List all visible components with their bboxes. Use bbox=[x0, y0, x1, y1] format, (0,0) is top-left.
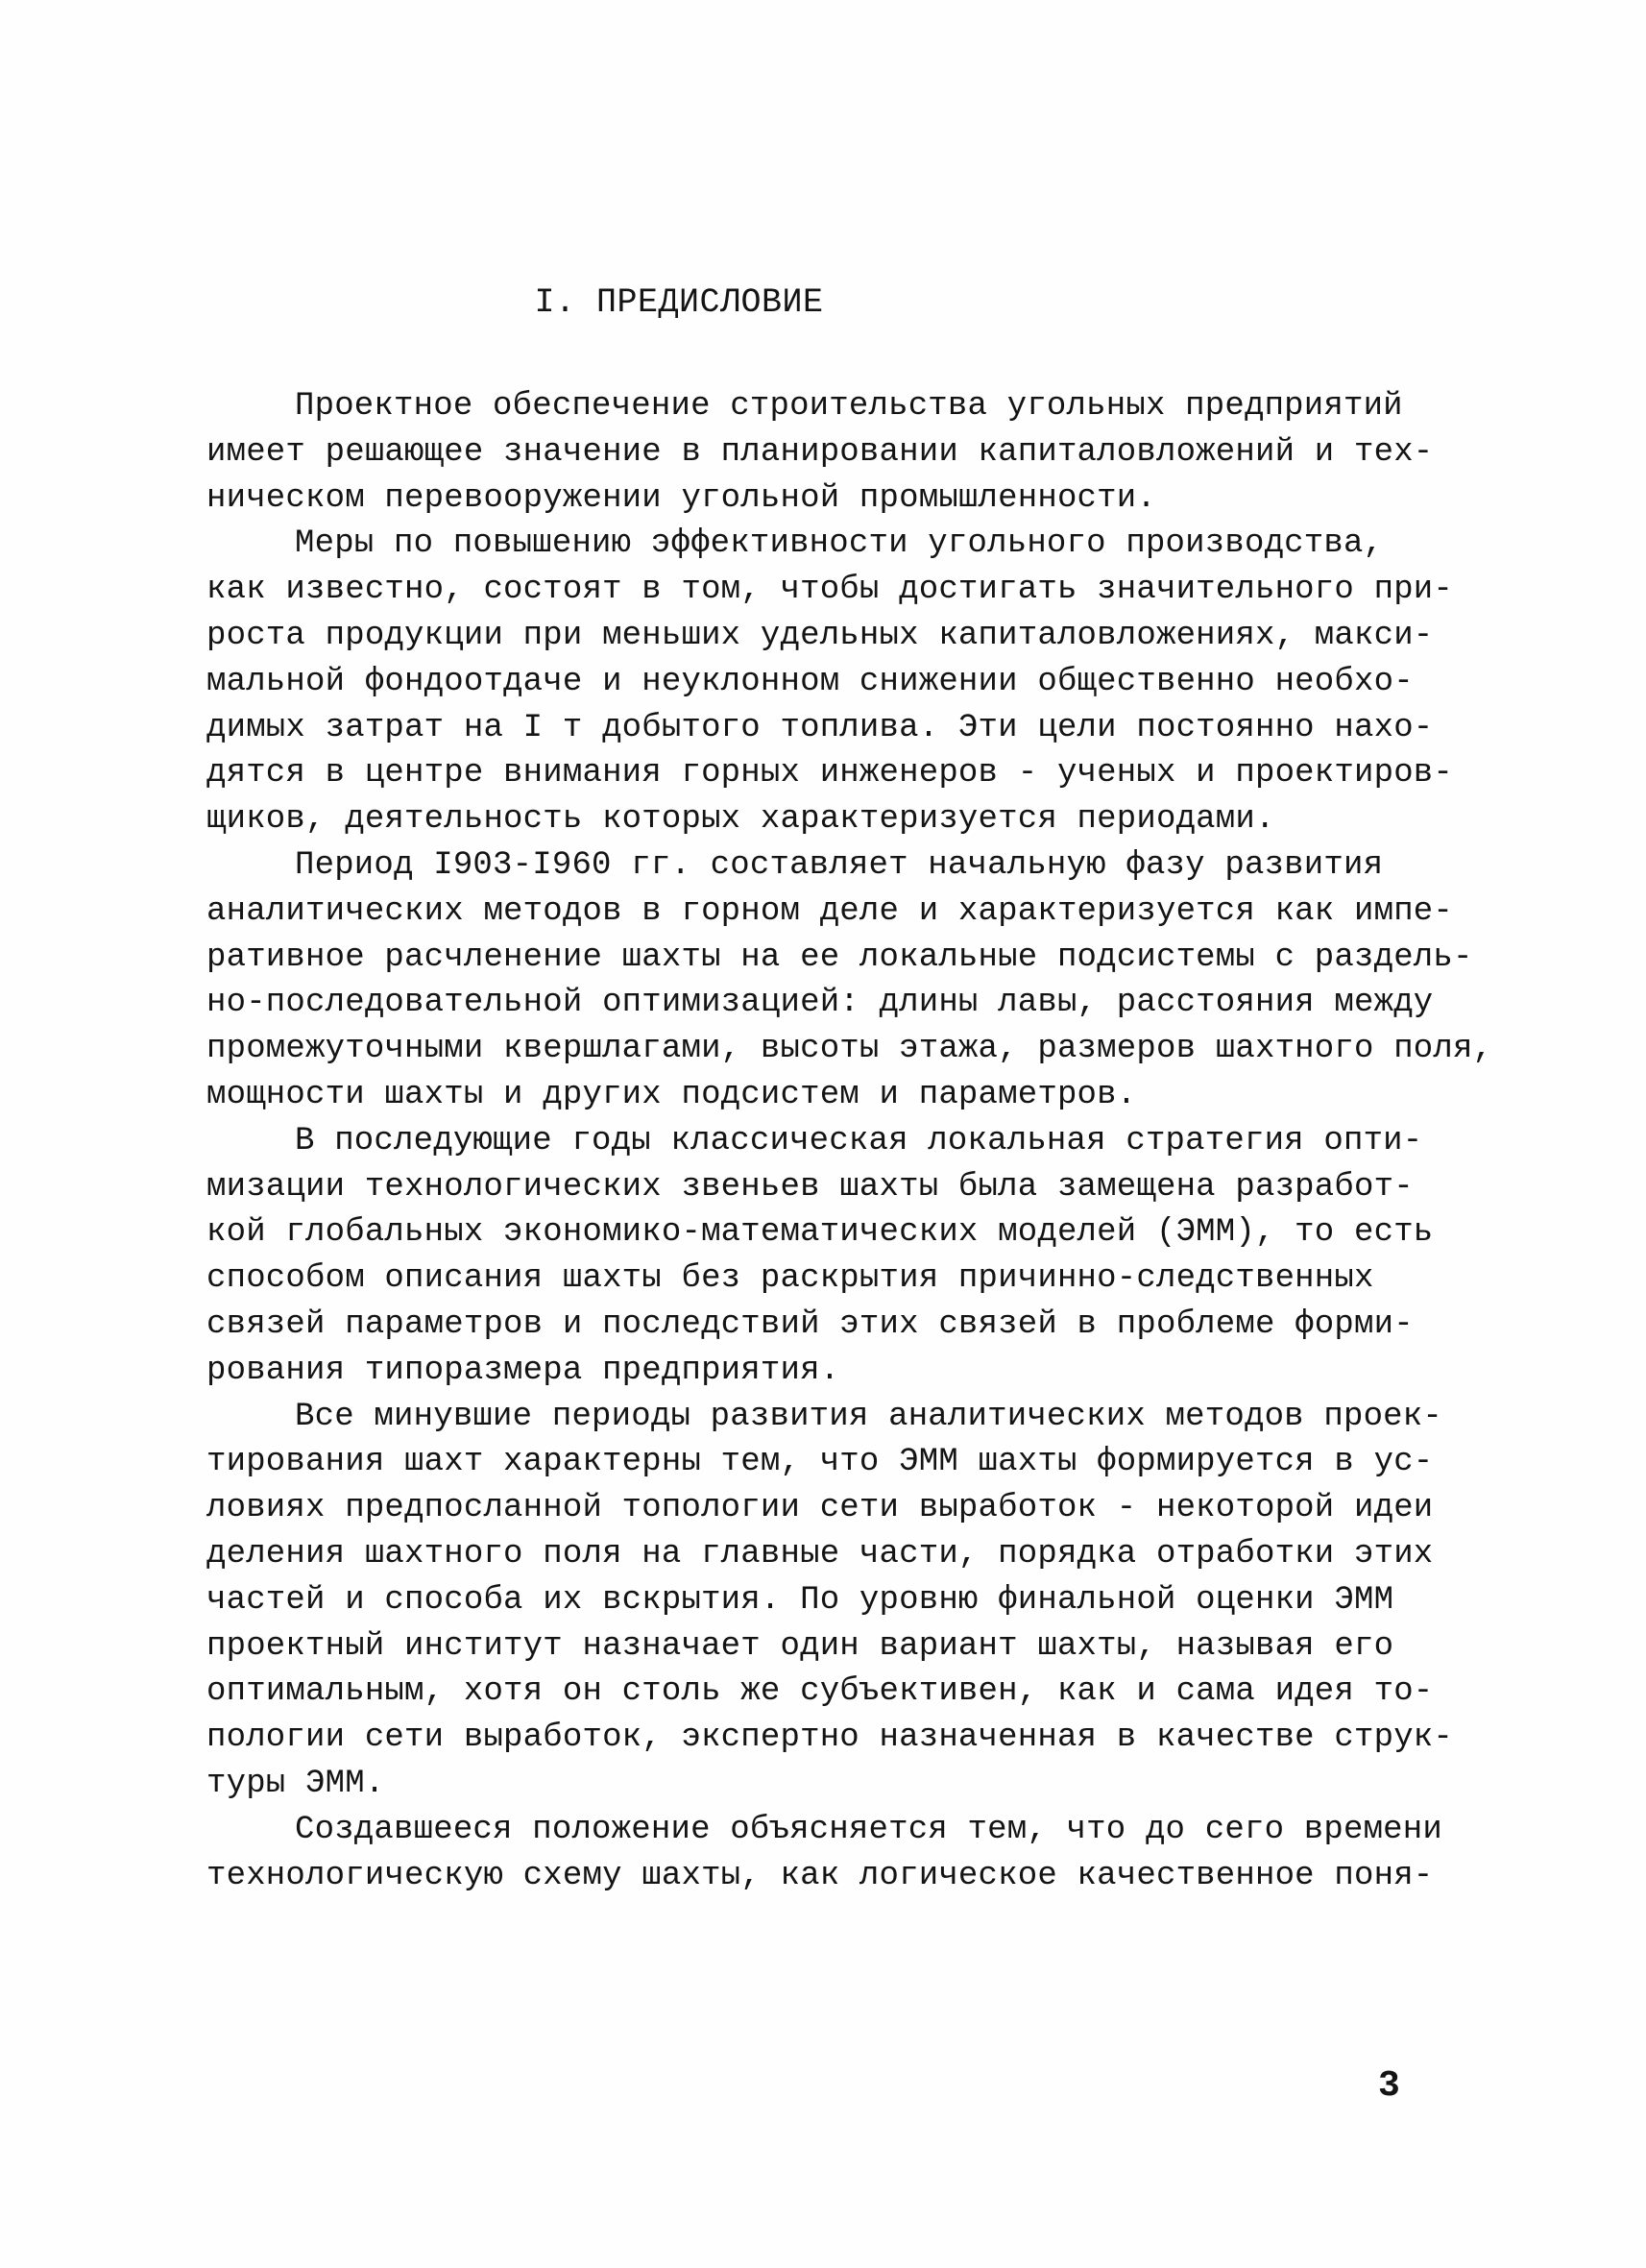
text-line: кой глобальных экономико-математических моделей (ЭММ), то есть bbox=[206, 1214, 1434, 1252]
text-line: мизации технологических звеньев шахты была замещена разработ- bbox=[206, 1168, 1414, 1206]
text-line: проектный институт назначает один вариант шахты, называя его bbox=[206, 1627, 1394, 1665]
text-line: Создавшееся положение объясняется тем, что до сего времени bbox=[295, 1811, 1442, 1848]
text-line: дятся в центре внимания горных инженеров - ученых и проектиров- bbox=[206, 755, 1454, 793]
text-line: димых затрат на I т добытого топлива. Эти цели постоянно нахо- bbox=[206, 709, 1434, 746]
text-line: Период I903-I960 гг. составляет начальную фазу развития bbox=[295, 846, 1384, 884]
text-line: В последующие годы классическая локальная стратегия опти- bbox=[295, 1122, 1423, 1159]
text-line: Все минувшие периоды развития аналитических методов проек- bbox=[295, 1398, 1442, 1435]
text-line: оптимальным, хотя он столь же субъективен, как и сама идея то- bbox=[206, 1673, 1434, 1711]
text-line: Меры по повышению эффективности угольного производства, bbox=[295, 525, 1384, 563]
text-line: способом описания шахты без раскрытия причинно-следственных bbox=[206, 1260, 1374, 1298]
body-text bbox=[206, 384, 1493, 1899]
page-number: 3 bbox=[1378, 2065, 1400, 2107]
text-line: как известно, состоят в том, чтобы достигать значительного при- bbox=[206, 572, 1454, 609]
text-line: частей и способа их вскрытия. По уровню финальной оценки ЭММ bbox=[206, 1581, 1394, 1619]
text-line: ловиях предпосланной топологии сети выработок - некоторой идеи bbox=[206, 1490, 1434, 1527]
text-line: аналитических методов в горном деле и характеризуется как импе- bbox=[206, 892, 1454, 930]
text-line: деления шахтного поля на главные части, порядка отработки этих bbox=[206, 1535, 1434, 1573]
text-line: промежуточными квершлагами, высоты этажа, размеров шахтного поля, bbox=[206, 1031, 1493, 1068]
text-line: роста продукции при меньших удельных капиталовложениях, макси- bbox=[206, 617, 1434, 654]
text-line: пологии сети выработок, экспертно назначенная в качестве струк- bbox=[206, 1719, 1454, 1757]
text-line: туры ЭММ. bbox=[206, 1765, 385, 1802]
text-line: мальной фондоотдаче и неуклонном снижении общественно необхо- bbox=[206, 663, 1414, 700]
text-line: Проектное обеспечение строительства угольных предприятий bbox=[295, 388, 1403, 425]
section-heading: I. ПРЕДИСЛОВИЕ bbox=[534, 283, 824, 322]
text-line: мощности шахты и других подсистем и параметров. bbox=[206, 1076, 1137, 1113]
text-line: связей параметров и последствий этих связей в проблеме форми- bbox=[206, 1305, 1414, 1343]
text-line: ративное расчленение шахты на ее локальные подсистемы с раздель- bbox=[206, 939, 1473, 976]
text-line: технологическую схему шахты, как логическое качественное поня- bbox=[206, 1857, 1434, 1894]
text-line: ническом перевооружении угольной промышленности. bbox=[206, 479, 1156, 517]
text-line: имеет решающее значение в планировании капиталовложений и тех- bbox=[206, 433, 1434, 471]
text-line: тирования шахт характерны тем, что ЭММ шахты формируется в ус- bbox=[206, 1444, 1434, 1481]
text-line: но-последовательной оптимизацией: длины лавы, расстояния между bbox=[206, 985, 1434, 1022]
text-line: щиков, деятельность которых характеризуется периодами. bbox=[206, 801, 1275, 839]
text-line: рования типоразмера предприятия. bbox=[206, 1352, 840, 1389]
